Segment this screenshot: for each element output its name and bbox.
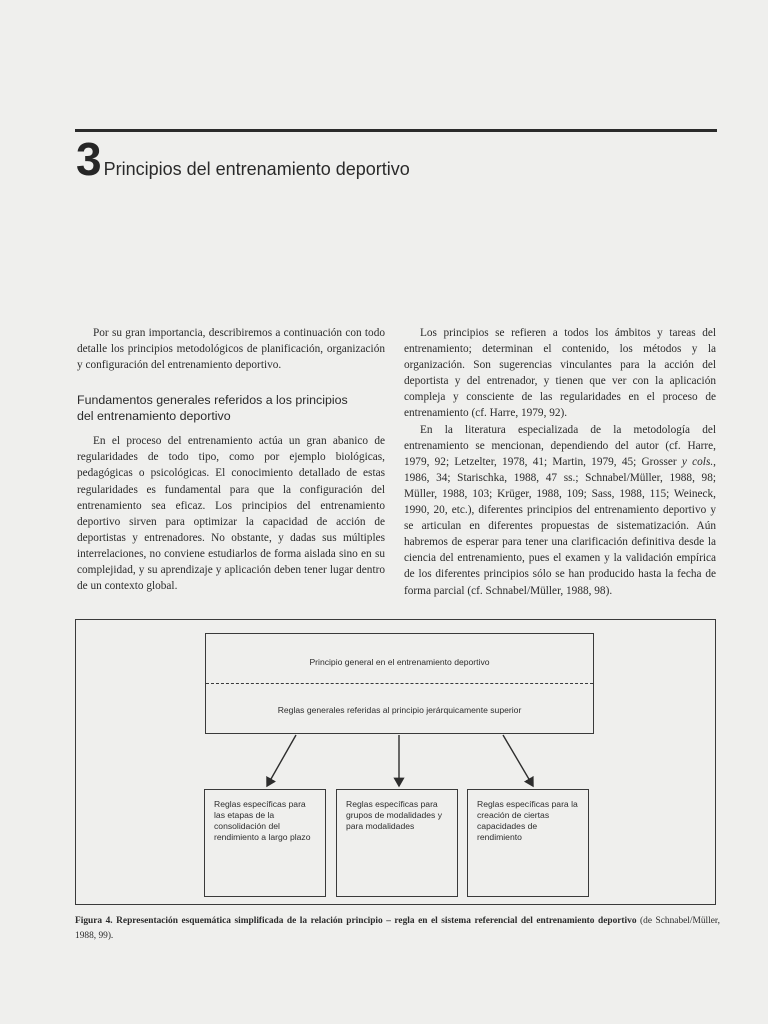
general-principle-label: Principio general en el entrenamiento deportivo [309, 657, 490, 667]
caption-bold: Figura 4. Representación esquemática simplificada de la relación principio – regla en el sistema referencial del entrenamiento deportivo [75, 916, 637, 926]
chapter-rule [75, 129, 717, 132]
general-rules-label: Reglas generales referidas al principio jerárquicamente superior [277, 705, 522, 715]
literature-text-italic: y cols. [681, 455, 714, 468]
principles-paragraph: Los principios se refieren a todos los ámbitos y tareas del entrenamiento; determinan el contenido, los métodos y la organización. Son sugerencias vinculantes para la acción del deportista y del entrenador, y tienen que ver con la aplicación compleja y consciente de las regularidades en el proceso de entrenamiento (cf. Harre, 1979, 92). [404, 327, 716, 420]
general-principle-box [205, 633, 594, 734]
dashed-divider [206, 683, 593, 684]
figure-caption [75, 914, 720, 943]
literature-text-b: , 1986, 34; Starischka, 1988, 47 ss.; Schnabel/Müller, 1988, 98; Müller, 1988, 103; Krüger, 1988, 109; Sass, 1988, 115; Weineck, 1990, 20, etc.), diferentes principios del entrenamiento deportivo y se articulan en diferentes propuestas de sistematización. Aún habremos de esperar para tener una clarificación definitiva desde la ciencia del entrenamiento, pues el examen y la validación empírica de los diferentes principios sólo se han producido hasta la fecha de forma parcial (cf. Schnabel/Müller, 1988, 98). [404, 455, 716, 597]
chapter-number: 3 [76, 133, 101, 185]
chapter-heading [76, 133, 410, 185]
chapter-title: Principios del entrenamiento deportivo [103, 159, 410, 179]
subheading-line-1: Fundamentos generales referidos a los principios [77, 393, 348, 408]
specific-rules-box-capacities: Reglas específicas para la creación de ciertas capacidades de rendimiento [467, 789, 589, 897]
arrow-to-box-3 [503, 735, 533, 786]
literature-paragraph [404, 422, 716, 599]
arrow-to-box-1 [267, 735, 296, 786]
specific-rules-box-stages: Reglas específicas para las etapas de la consolidación del rendimiento a largo plazo [204, 789, 326, 897]
section-subheading [77, 393, 385, 424]
specific-rules-box-modalities: Reglas específicas para grupos de modalidades y para modalidades [336, 789, 458, 897]
body-paragraph: En el proceso del entrenamiento actúa un gran abanico de regularidades de todo tipo, como por ejemplo biológicas, pedagógicas o psicológicas. El conocimiento detallado de estas regularidades es fundamental para que la configuración del entrenamiento sea eficaz. Los principios del entrenamiento deportivo sirven para optimizar la capacidad de acción de deportistas y entrenadores. No obstante, y dadas sus múltiples interrelaciones, no conviene estudiarlos de forma aislada sino en su complejidad, y su aprendizaje y aplicación deben tener lugar dentro de un contexto global. [77, 435, 385, 593]
left-column [77, 325, 385, 594]
subheading-line-2: del entrenamiento deportivo [77, 408, 231, 423]
right-column [404, 325, 716, 599]
figure-diagram [75, 619, 716, 905]
intro-paragraph: Por su gran importancia, describiremos a continuación con todo detalle los principios metodológicos de planificación, organización y configuración del entrenamiento deportivo. [77, 327, 385, 372]
literature-text-a: En la literatura especializada de la metodología del entrenamiento se mencionan, dependiendo del autor (cf. Harre, 1979, 92; Letzelter, 1978, 41; Martin, 1979, 45; Grosser [404, 423, 716, 468]
caption-source: (de Schnabel/Müller, 1988, 99). [75, 916, 720, 941]
